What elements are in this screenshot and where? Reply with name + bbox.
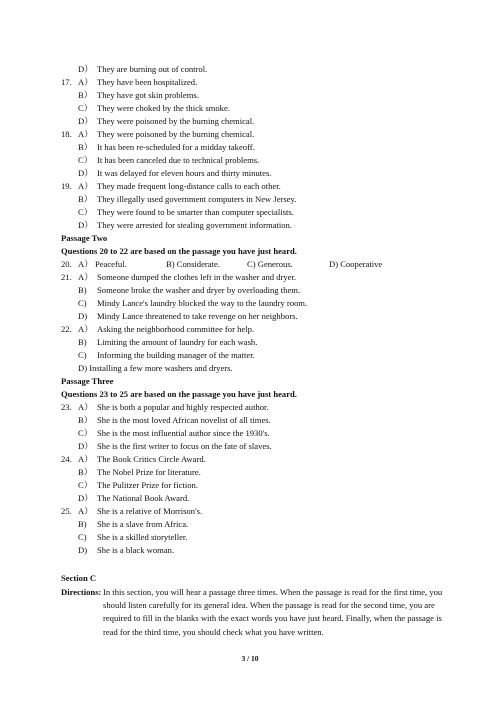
questions-23-25-instruction: Questions 23 to 25 are based on the passage you have just heard.	[61, 389, 297, 399]
questions-20-22-instruction: Questions 20 to 22 are based on the passage you have just heard.	[61, 246, 297, 256]
option-a: A） Peaceful.	[78, 259, 127, 269]
option-text: They were poisoned by the burning chemical.	[97, 116, 255, 126]
option-text: Informing the building manager of the matter.	[97, 350, 255, 360]
question-number: 25.	[61, 506, 72, 516]
option-d: D) Cooperative	[329, 259, 383, 269]
option-text: She is the first writer to focus on the fate of slaves.	[97, 441, 272, 451]
option-text: She is both a popular and highly respected author.	[97, 402, 269, 412]
option-letter: C)	[78, 350, 87, 360]
option-text: She is a slave from Africa.	[97, 519, 189, 529]
option-letter: C）	[78, 428, 93, 438]
option-letter: A）	[78, 77, 93, 87]
option-letter: D）	[78, 168, 93, 178]
option-letter: A）	[78, 324, 93, 334]
option-letter: C）	[78, 103, 93, 113]
option-letter: B）	[78, 415, 93, 425]
option-text: She is a skilled storyteller.	[97, 532, 188, 542]
option-text: It was delayed for eleven hours and thirty minutes.	[97, 168, 272, 178]
option-text: They were arrested for stealing government information.	[97, 220, 292, 230]
question-number: 21.	[61, 272, 72, 282]
option-text: Limiting the amount of laundry for each wash.	[97, 337, 258, 347]
option-text: She is a black woman.	[97, 545, 175, 555]
option-text: Mindy Lance threatened to take revenge on her neighbors.	[97, 311, 298, 321]
section-c-heading: Section C	[61, 573, 97, 583]
option-letter: D）	[78, 493, 93, 503]
option-text: She is the most loved African novelist of all times.	[97, 415, 271, 425]
question-number: 20.	[61, 259, 72, 269]
page-number: 3 / 10	[241, 654, 259, 663]
option-text: It has been re-scheduled for a midday takeoff.	[97, 142, 255, 152]
option-letter: A）	[78, 181, 93, 191]
option-letter: D)	[78, 545, 88, 555]
option-text: The Nobel Prize for literature.	[97, 467, 201, 477]
option-letter: C)	[78, 298, 87, 308]
passage-two-heading: Passage Two	[61, 233, 108, 243]
option-letter: C)	[78, 532, 87, 542]
option-text: She is the most influential author since the 1930's.	[97, 428, 270, 438]
option-c: C) Generous.	[247, 259, 293, 269]
option-letter: A）	[78, 402, 93, 412]
option-text: She is a relative of Morrison's.	[97, 506, 203, 516]
option-text: They have been hospitalized.	[97, 77, 198, 87]
question-number: 23.	[61, 402, 72, 412]
option-letter: D）	[78, 220, 93, 230]
option-letter: B）	[78, 467, 93, 477]
option-letter: A）	[78, 272, 93, 282]
option-letter: D）	[78, 116, 93, 126]
option-letter: C）	[78, 480, 93, 490]
passage-three-heading: Passage Three	[61, 376, 114, 386]
option-letter: B)	[78, 337, 87, 347]
option-letter: A）	[78, 454, 93, 464]
directions-text: In this section, you will hear a passage three times. When the passage is read for the first time, you should listen carefully for its general idea. When the passage is read for the second time, you are required to fill in the blanks with the exact words you have just heard. Finally, when the passage is read for the third time, you should check what you have written.	[103, 587, 443, 637]
option-text: They were choked by the thick smoke.	[97, 103, 230, 113]
option-letter: C）	[78, 155, 93, 165]
option-letter: A）	[78, 506, 93, 516]
option-text: The Book Critics Circle Award.	[97, 454, 206, 464]
option-text: They have got skin problems.	[97, 90, 199, 100]
question-number: 18.	[61, 129, 72, 139]
option-letter: C）	[78, 207, 93, 217]
option-letter: B）	[78, 90, 93, 100]
question-number: 24.	[61, 454, 72, 464]
option-text: They were found to be smarter than computer specialists.	[97, 207, 294, 217]
option-text: The National Book Award.	[97, 493, 190, 503]
option-text: Someone dumped the clothes left in the washer and dryer.	[97, 272, 297, 282]
option-letter: D）	[78, 441, 93, 451]
option-text: It has been canceled due to technical problems.	[97, 155, 260, 165]
option-text: They are burning out of control.	[97, 64, 208, 74]
option-text: Someone broke the washer and dryer by overloading them.	[97, 285, 301, 295]
option-letter: B)	[78, 285, 87, 295]
option-text: Asking the neighborhood committee for help.	[97, 324, 255, 334]
option-text: They illegally used government computers in New Jersey.	[97, 194, 297, 204]
question-number: 17.	[61, 77, 72, 87]
option-letter: B）	[78, 142, 93, 152]
option-text: They were poisoned by the burning chemical.	[97, 129, 255, 139]
option-letter: B)	[78, 519, 87, 529]
option-b: B) Considerate.	[166, 259, 220, 269]
option-d-line: D) Installing a few more washers and dryers.	[78, 363, 233, 373]
option-letter: D）	[78, 64, 93, 74]
question-number: 19.	[61, 181, 72, 191]
option-letter: D)	[78, 311, 88, 321]
question-number: 22.	[61, 324, 72, 334]
option-text: Mindy Lance's laundry blocked the way to the laundry room.	[97, 298, 308, 308]
option-text: They made frequent long-distance calls to each other.	[97, 181, 281, 191]
option-letter: B）	[78, 194, 93, 204]
option-letter: A）	[78, 129, 93, 139]
option-text: The Pulitzer Prize for fiction.	[97, 480, 198, 490]
directions-label: Directions:	[61, 587, 102, 597]
